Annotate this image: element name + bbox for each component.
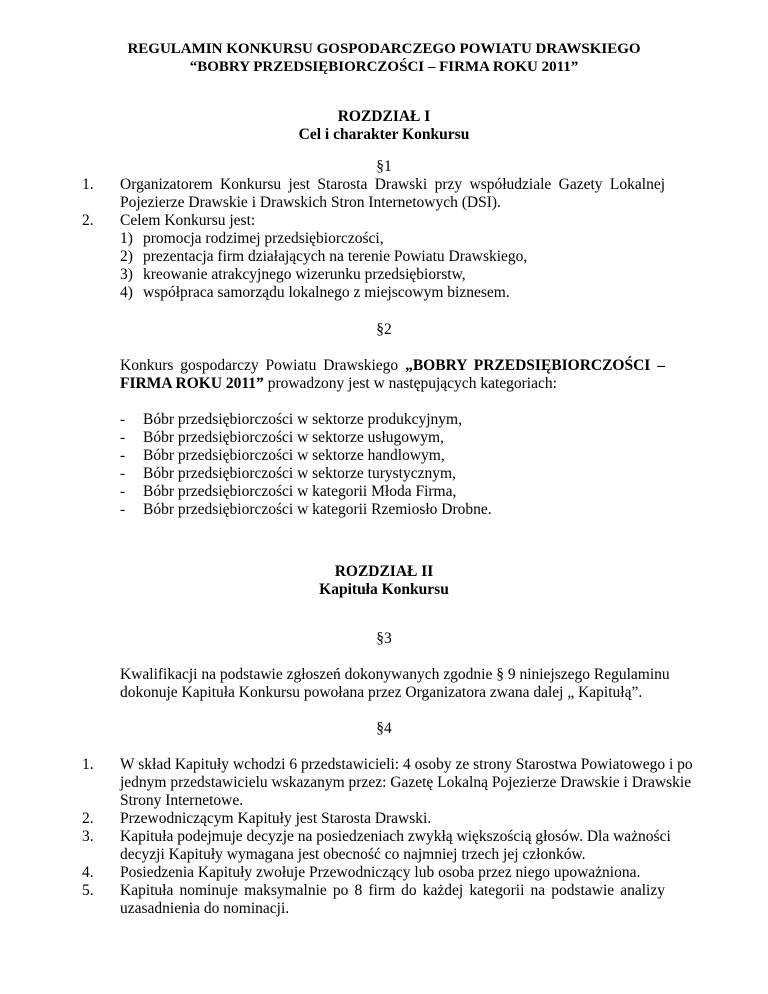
sublist-item: promocja rodzimej przedsiębiorczości, bbox=[143, 230, 384, 247]
text-line: Kapituła podejmuje decyzje na posiedzeniach zwykłą większością głosów. Dla ważności bbox=[120, 828, 671, 845]
paragraph-4-mark: §4 bbox=[376, 720, 392, 737]
paragraph-1-mark: §1 bbox=[376, 158, 392, 175]
category-item: Bóbr przedsiębiorczości w kategorii Młoda Firma, bbox=[143, 483, 457, 500]
text-line: Pojezierze Drawskie i Drawskich Stron Internetowych (DSI). bbox=[120, 194, 501, 211]
text-line: uzasadnienia do nominacji. bbox=[120, 900, 290, 917]
bullet-dash: - bbox=[120, 465, 126, 482]
list-item-text bbox=[120, 176, 665, 212]
text-line: decyzji Kapituły wymagana jest obecność co najmniej trzech jej członków. bbox=[120, 846, 586, 863]
sublist-item: kreowanie atrakcyjnego wizerunku przedsiębiorstw, bbox=[143, 266, 466, 283]
title-line-2: “BOBRY PRZEDSIĘBIORCZOŚCI – FIRMA ROKU 2011” bbox=[189, 59, 579, 75]
intro-text: prowadzony jest w następujących kategoriach: bbox=[263, 375, 557, 392]
chapter-2-heading: ROZDZIAŁ II bbox=[334, 563, 434, 580]
list-item-text bbox=[120, 828, 671, 864]
bullet-dash: - bbox=[120, 447, 126, 464]
bullet-dash: - bbox=[120, 501, 126, 518]
category-item: Bóbr przedsiębiorczości w sektorze produkcyjnym, bbox=[143, 411, 462, 428]
competition-name: FIRMA ROKU 2011” bbox=[120, 375, 264, 392]
category-item: Bóbr przedsiębiorczości w kategorii Rzemiosło Drobne. bbox=[143, 501, 492, 518]
sublist-number: 2) bbox=[120, 248, 133, 265]
document-title bbox=[0, 40, 768, 76]
text-line: Organizatorem Konkursu jest Starosta Drawski przy współudziale Gazety Lokalnej bbox=[120, 176, 665, 193]
category-item: Bóbr przedsiębiorczości w sektorze handlowym, bbox=[143, 447, 445, 464]
list-item-text: Posiedzenia Kapituły zwołuje Przewodniczący lub osoba przez niego upoważniona. bbox=[120, 864, 641, 881]
list-number: 2. bbox=[82, 212, 94, 229]
paragraph-3-text bbox=[120, 666, 670, 702]
list-number: 2. bbox=[82, 810, 94, 827]
sublist-item: prezentacja firm działających na terenie Powiatu Drawskiego, bbox=[143, 248, 528, 265]
text-line: W skład Kapituły wchodzi 6 przedstawicieli: 4 osoby ze strony Starostwa Powiatowego i po bbox=[120, 756, 693, 773]
competition-name: „BOBRY PRZEDSIĘBIORCZOŚCI – bbox=[405, 357, 665, 374]
intro-text: Konkurs gospodarczy Powiatu Drawskiego bbox=[120, 357, 406, 374]
list-item-text: Przewodniczącym Kapituły jest Starosta Drawski. bbox=[120, 810, 432, 827]
list-number: 3. bbox=[82, 828, 94, 845]
category-item: Bóbr przedsiębiorczości w sektorze usługowym, bbox=[143, 429, 444, 446]
bullet-dash: - bbox=[120, 429, 126, 446]
text-line: Strony Internetowe. bbox=[120, 792, 244, 809]
title-line-1: REGULAMIN KONKURSU GOSPODARCZEGO POWIATU DRAWSKIEGO bbox=[127, 41, 641, 57]
text-line: jednym przedstawicielu wskazanym przez: Gazetę Lokalną Pojezierze Drawskie i Drawskie bbox=[120, 774, 692, 791]
list-number: 1. bbox=[82, 176, 94, 193]
text-line: Kwalifikacji na podstawie zgłoszeń dokonywanych zgodnie § 9 niniejszego Regulaminu bbox=[120, 666, 670, 683]
list-number: 5. bbox=[82, 882, 94, 899]
sublist-number: 3) bbox=[120, 266, 133, 283]
bullet-dash: - bbox=[120, 483, 126, 500]
chapter-1-heading: ROZDZIAŁ I bbox=[337, 108, 431, 125]
category-item: Bóbr przedsiębiorczości w sektorze turystycznym, bbox=[143, 465, 456, 482]
list-item-text bbox=[120, 756, 693, 810]
list-number: 4. bbox=[82, 864, 94, 881]
list-item-text: Celem Konkursu jest: bbox=[120, 212, 256, 229]
list-number: 1. bbox=[82, 756, 94, 773]
text-line: dokonuje Kapituła Konkursu powołana przez Organizatora zwana dalej „ Kapitułą”. bbox=[120, 684, 643, 701]
sublist-item: współpraca samorządu lokalnego z miejscowym biznesem. bbox=[143, 284, 510, 301]
paragraph-3-mark: §3 bbox=[376, 630, 392, 647]
bullet-dash: - bbox=[120, 411, 126, 428]
text-line: Kapituła nominuje maksymalnie po 8 firm do każdej kategorii na podstawie analizy bbox=[120, 882, 665, 899]
list-item-text bbox=[120, 882, 665, 918]
chapter-1-subheading: Cel i charakter Konkursu bbox=[298, 126, 470, 143]
paragraph-2-intro bbox=[120, 357, 665, 393]
paragraph-2-mark: §2 bbox=[376, 321, 392, 338]
sublist-number: 1) bbox=[120, 230, 133, 247]
chapter-2-subheading: Kapituła Konkursu bbox=[319, 581, 449, 598]
text-line bbox=[120, 357, 665, 375]
text-line bbox=[120, 375, 665, 393]
sublist-number: 4) bbox=[120, 284, 133, 301]
